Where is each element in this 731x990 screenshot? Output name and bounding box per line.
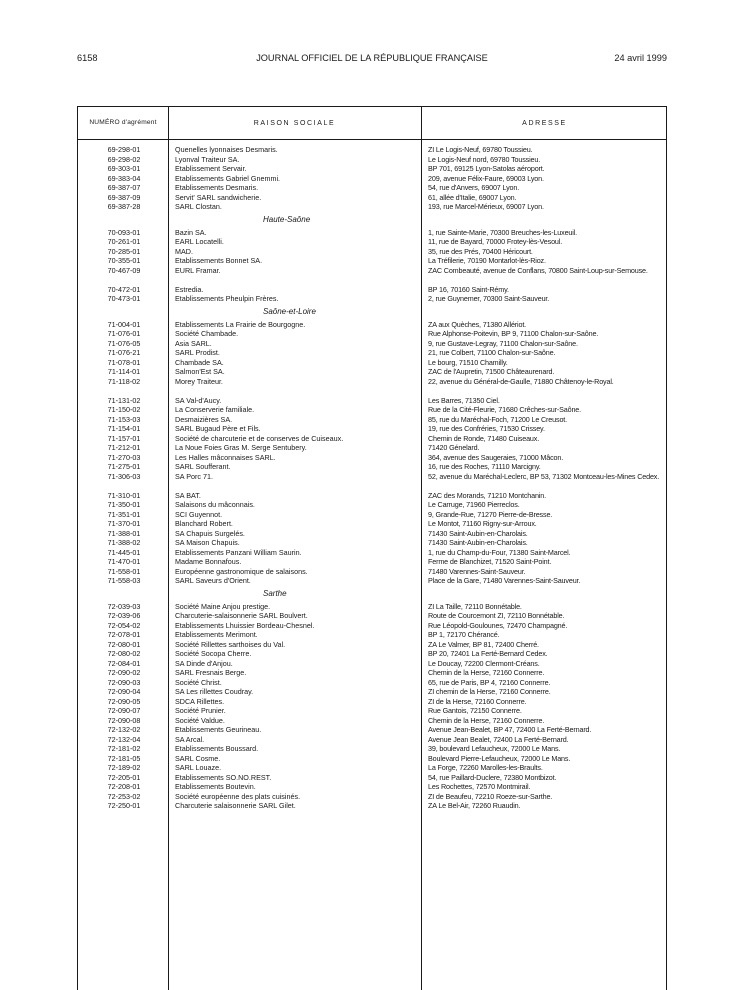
raison-sociale: Etablissements La Frairie de Bourgogne. (175, 319, 306, 329)
adresse: BP 701, 69125 Lyon-Satolas aéroport. (428, 164, 545, 173)
raison-sociale: Etablissements Bonnet SA. (175, 256, 263, 265)
table-row (78, 348, 666, 358)
agrement-number: 71-131-02 (107, 395, 141, 405)
agrement-number: 71-370-01 (107, 519, 141, 528)
table-row (78, 472, 666, 491)
raison-sociale: SA Maison Chapuis. (175, 538, 240, 547)
agrement-number: 69-303-01 (107, 164, 141, 173)
raison-sociale: SARL Louaze. (175, 763, 222, 772)
adresse: Avenue Jean Bealet, 72400 La Ferté-Bernard. (428, 734, 569, 744)
agrement-number: 72-039-06 (107, 611, 141, 620)
raison-sociale: Etablissement Servair. (175, 164, 247, 173)
raison-sociale: Lyonval Traiteur SA. (175, 154, 240, 164)
raison-sociale: Etablissements Desmaris. (175, 183, 259, 192)
table-row (78, 339, 666, 349)
agrement-number: 72-054-02 (107, 620, 141, 630)
table-row (78, 396, 666, 406)
adresse: ZA Le Valmer, BP 81, 72400 Cherré. (428, 639, 539, 649)
table-row (78, 668, 666, 678)
agrement-number: 71-388-01 (107, 528, 141, 538)
table-row (78, 377, 666, 396)
raison-sociale: Les Halles mâconnaises SARL. (175, 452, 276, 462)
adresse: 9, Grande-Rue, 71270 Pierre-de-Bresse. (428, 509, 553, 519)
adresse: 21, rue Colbert, 71100 Chalon-sur-Saône. (428, 348, 556, 357)
raison-sociale: SARL Cosme. (175, 753, 221, 763)
table-row (78, 256, 666, 266)
adresse: Les Rochettes, 72570 Montmirail. (428, 782, 531, 791)
table-row (78, 237, 666, 247)
section-title: Sarthe (263, 588, 287, 598)
adresse: ZI La Taille, 72110 Bonnétable. (428, 601, 522, 611)
table-row (78, 782, 666, 792)
agrement-number: 70-355-01 (107, 256, 141, 265)
raison-sociale: Blanchard Robert. (175, 519, 233, 528)
adresse: 71430 Saint-Aubin-en-Charolais. (428, 538, 528, 547)
agrement-number: 72-039-03 (107, 601, 141, 611)
adresse: Chemin de Ronde, 71480 Cuiseaux. (428, 433, 540, 443)
raison-sociale: Salaisons du mâconnais. (175, 500, 255, 509)
raison-sociale: Etablissements SO.NO.REST. (175, 772, 272, 782)
raison-sociale: La Noue Foies Gras M. Serge Sentubery. (175, 443, 307, 452)
agrement-number: 72-253-02 (107, 791, 141, 801)
adresse: ZAC Combeauté, avenue de Conflans, 70800 Saint-Loup-sur-Semouse. (428, 265, 648, 275)
table-row (78, 716, 666, 726)
agrement-number: 71-076-01 (107, 329, 141, 338)
table-row (78, 630, 666, 640)
raison-sociale: EARL Locatelli. (175, 237, 224, 246)
agrement-number: 71-153-03 (107, 414, 141, 424)
agrement-number: 70-472-01 (107, 284, 141, 294)
agrement-number: 72-090-02 (107, 668, 141, 677)
raison-sociale: Desmaizières SA. (175, 414, 233, 424)
agrement-number: 71-078-01 (107, 357, 141, 367)
table-row (78, 659, 666, 669)
adresse: 52, avenue du Maréchal-Leclerc, BP 53, 71302 Montceau-les-Mines Cedex. (428, 471, 660, 481)
table-row (78, 519, 666, 529)
raison-sociale: La Conserverie familiale. (175, 405, 255, 414)
table-row (78, 763, 666, 773)
agrement-number: 72-078-01 (107, 630, 141, 639)
table-row (78, 434, 666, 444)
table-row (78, 576, 666, 586)
agrement-number: 69-387-07 (107, 183, 141, 192)
raison-sociale: Charcuterie-salaisonnerie SARL Boulvert. (175, 611, 308, 620)
raison-sociale: SDCA Rillettes. (175, 696, 225, 706)
raison-sociale: SA Dinde d'Anjou. (175, 658, 233, 668)
adresse: Le Doucay, 72200 Clermont-Créans. (428, 658, 540, 668)
adresse: ZI de la Herse, 72160 Connerre. (428, 696, 527, 706)
agrement-number: 72-084-01 (107, 658, 141, 668)
agrement-number: 72-189-02 (107, 763, 141, 772)
raison-sociale: Madame Bonnafous. (175, 557, 242, 566)
adresse: 71420 Génelard. (428, 443, 480, 452)
agrement-number: 72-080-01 (107, 639, 141, 649)
raison-sociale: SCI Guyennot. (175, 509, 223, 519)
adresse: 1, rue du Champ-du-Four, 71380 Saint-Marcel. (428, 547, 571, 557)
table-row (78, 424, 666, 434)
table-row (78, 510, 666, 520)
adresse: ZAC des Morands, 71210 Montchanin. (428, 490, 546, 500)
adresse: 9, rue Gustave-Legray, 71100 Chalon-sur-Saône. (428, 338, 578, 348)
raison-sociale: Etablissements Boussard. (175, 744, 259, 753)
adresse: ZA aux Quèches, 71380 Allériot. (428, 319, 527, 329)
agrement-number: 72-132-04 (107, 734, 141, 744)
table-row (78, 500, 666, 510)
agrement-number: 69-387-09 (107, 192, 141, 202)
agrement-number: 72-205-01 (107, 772, 141, 782)
adresse: ZAC de l'Aupretin, 71500 Châteaurenard. (428, 367, 555, 376)
adresse: 193, rue Marcel-Mérieux, 69007 Lyon. (428, 202, 544, 211)
raison-sociale: SA BAT. (175, 490, 201, 500)
adresse: Le Montot, 71160 Rigny-sur-Arroux. (428, 519, 537, 528)
adresse: Le Carruge, 71960 Pierreclos. (428, 500, 520, 509)
agrement-number: 72-090-04 (107, 687, 141, 696)
raison-sociale: SARL Soufferant. (175, 462, 231, 471)
header-raison-sociale: RAISON SOCIALE (253, 119, 336, 127)
agrement-table (77, 106, 667, 990)
agrement-number: 70-473-01 (107, 294, 141, 303)
table-body (78, 145, 666, 811)
agrement-number: 71-004-01 (107, 319, 141, 329)
adresse: Chemin de la Herse, 72160 Connerre. (428, 715, 545, 725)
raison-sociale: SA Chapuis Surgelés. (175, 528, 245, 538)
raison-sociale: Etablissements Panzani William Saurin. (175, 547, 302, 557)
agrement-number: 72-208-01 (107, 782, 141, 791)
adresse: Rue Léopold-Goulounes, 72470 Champagné. (428, 620, 568, 630)
agrement-number: 71-157-01 (107, 433, 141, 443)
raison-sociale: Etablissements Pheulpin Frères. (175, 294, 279, 303)
adresse: 1, rue Sainte-Marie, 70300 Breuches-les-Luxeuil. (428, 227, 578, 237)
table-row (78, 443, 666, 453)
raison-sociale: Quenelles lyonnaises Desmaris. (175, 145, 278, 154)
adresse: Boulevard Pierre-Lefaucheux, 72000 Le Mans. (428, 753, 571, 763)
table-row (78, 155, 666, 165)
adresse: ZI chemin de la Herse, 72160 Connerre. (428, 687, 551, 696)
table-row (78, 266, 666, 285)
raison-sociale: Salmon'Est SA. (175, 367, 225, 376)
adresse: 65, rue de Paris, BP 4, 72160 Connerre. (428, 677, 551, 687)
table-header (78, 107, 666, 140)
raison-sociale: SA Val-d'Aucy. (175, 395, 222, 405)
raison-sociale: MAD. (175, 246, 193, 256)
table-row (78, 621, 666, 631)
agrement-number: 71-114-01 (107, 367, 141, 376)
table-row (78, 557, 666, 567)
raison-sociale: SARL Clostan. (175, 202, 222, 211)
adresse: La Forge, 72260 Marolles-les-Braults. (428, 763, 543, 772)
raison-sociale: Société Socopa Cherre. (175, 649, 252, 658)
agrement-number: 72-090-07 (107, 706, 141, 715)
table-row (78, 735, 666, 745)
table-row (78, 611, 666, 621)
raison-sociale: SA Arcal. (175, 734, 205, 744)
table-row (78, 453, 666, 463)
table-row (78, 247, 666, 257)
table-row (78, 602, 666, 612)
table-row (78, 367, 666, 377)
agrement-number: 69-387-28 (107, 202, 141, 211)
table-row (78, 164, 666, 174)
adresse: 11, rue de Bayard, 70000 Frotey-lès-Vesoul. (428, 237, 563, 246)
raison-sociale: Etablissements Merimont. (175, 630, 258, 639)
agrement-number: 71-150-02 (107, 405, 141, 414)
adresse: 22, avenue du Général-de-Gaulle, 71880 Châtenoy-le-Royal. (428, 376, 614, 386)
agrement-number: 72-080-02 (107, 649, 141, 658)
raison-sociale: Asia SARL. (175, 338, 212, 348)
table-row (78, 792, 666, 802)
page-number: 6158 (77, 53, 98, 63)
raison-sociale: Etablissements Gabriel Gnemmi. (175, 173, 281, 183)
adresse: 16, rue des Roches, 71110 Marcigny. (428, 462, 541, 471)
page-header (77, 53, 667, 65)
adresse: Ferme de Blanchizet, 71520 Saint-Point. (428, 557, 552, 566)
header-numero: NUMÉRO d'agrément (89, 119, 157, 126)
table-row (78, 228, 666, 238)
adresse: ZA Le Bel-Air, 72260 Ruaudin. (428, 801, 521, 810)
table-row (78, 294, 666, 304)
adresse: Chemin de la Herse, 72160 Connerre. (428, 668, 545, 677)
table-row (78, 773, 666, 783)
adresse: BP 16, 70160 Saint-Rémy. (428, 284, 509, 294)
adresse: Place de la Gare, 71480 Varennes-Saint-Sauveur. (428, 576, 581, 585)
agrement-number: 72-132-02 (107, 725, 141, 734)
table-row (78, 687, 666, 697)
agrement-number: 71-350-01 (107, 500, 141, 509)
adresse: 71430 Saint-Aubin-en-Charolais. (428, 528, 528, 538)
raison-sociale: Société européenne des plats cuisinés. (175, 791, 301, 801)
table-row (78, 725, 666, 735)
adresse: 61, allée d'Italie, 69007 Lyon. (428, 192, 517, 202)
raison-sociale: Etablissements Geurineau. (175, 725, 262, 734)
agrement-number: 72-090-03 (107, 677, 141, 687)
table-row (78, 706, 666, 716)
agrement-number: 70-261-01 (107, 237, 141, 246)
adresse: Rue Alphonse-Poitevin, BP 9, 71100 Chalon-sur-Saône. (428, 329, 599, 338)
agrement-number: 71-212-01 (107, 443, 141, 452)
adresse: Le bourg, 71510 Chamilly. (428, 357, 508, 367)
table-row (78, 548, 666, 558)
adresse: Rue de la Cité-Fleurie, 71680 Crêches-sur-Saône. (428, 405, 582, 414)
adresse: Route de Courcemont ZI, 72110 Bonnétable. (428, 611, 565, 620)
table-row (78, 183, 666, 193)
agrement-number: 71-275-01 (107, 462, 141, 471)
section-heading (78, 212, 666, 228)
table-row (78, 640, 666, 650)
adresse: 54, rue Paillard-Duclere, 72380 Montbizot. (428, 772, 557, 782)
agrement-number: 71-310-01 (107, 490, 141, 500)
agrement-number: 72-090-08 (107, 715, 141, 725)
adresse: 364, avenue des Saugeraies, 71000 Mâcon. (428, 452, 564, 462)
table-row (78, 567, 666, 577)
agrement-number: 71-388-02 (107, 538, 141, 547)
raison-sociale: Européenne gastronomique de salaisons. (175, 566, 308, 576)
raison-sociale: Chambade SA. (175, 357, 224, 367)
raison-sociale: Etablissements Boutevin. (175, 782, 256, 791)
table-row (78, 193, 666, 203)
adresse: 71480 Varennes-Saint-Sauveur. (428, 566, 526, 576)
table-row (78, 329, 666, 339)
agrement-number: 71-351-01 (107, 509, 141, 519)
table-row (78, 538, 666, 548)
journal-title: JOURNAL OFFICIEL DE LA RÉPUBLIQUE FRANÇAISE (256, 53, 488, 63)
adresse: Le Logis-Neuf nord, 69780 Toussieu. (428, 154, 541, 164)
raison-sociale: SARL Prodist. (175, 348, 220, 357)
agrement-number: 69-298-01 (107, 145, 141, 154)
adresse: 19, rue des Confréries, 71530 Crissey. (428, 424, 545, 433)
table-row (78, 174, 666, 184)
agrement-number: 71-470-01 (107, 557, 141, 566)
agrement-number: 72-181-02 (107, 744, 141, 753)
raison-sociale: Société Chambade. (175, 329, 239, 338)
raison-sociale: Morey Traiteur. (175, 376, 223, 386)
section-heading (78, 586, 666, 602)
agrement-number: 71-076-21 (107, 348, 141, 357)
raison-sociale: SARL Fresnais Berge. (175, 668, 247, 677)
raison-sociale: EURL Framar. (175, 265, 221, 275)
raison-sociale: Société de charcuterie et de conserves de Cuiseaux. (175, 433, 344, 443)
raison-sociale: Estredia. (175, 284, 204, 294)
table-row (78, 678, 666, 688)
adresse: 85, rue du Maréchal-Foch, 71200 Le Creusot. (428, 414, 567, 424)
adresse: Les Barres, 71350 Ciel. (428, 395, 500, 405)
raison-sociale: Société Christ. (175, 677, 222, 687)
section-title: Haute-Saône (263, 214, 311, 224)
agrement-number: 69-298-02 (107, 154, 141, 164)
table-row (78, 491, 666, 501)
raison-sociale: Société Prunier. (175, 706, 226, 715)
agrement-number: 71-118-02 (107, 376, 141, 386)
publication-date: 24 avril 1999 (614, 53, 667, 63)
adresse: 39, boulevard Lefaucheux, 72000 Le Mans. (428, 744, 561, 753)
agrement-number: 70-467-09 (107, 265, 141, 275)
adresse: 35, rue des Prés, 70400 Héricourt. (428, 246, 533, 256)
adresse: BP 20, 72401 La Ferté-Bernard Cedex. (428, 649, 548, 658)
table-row (78, 649, 666, 659)
agrement-number: 72-250-01 (107, 801, 141, 810)
table-row (78, 744, 666, 754)
table-row (78, 320, 666, 330)
table-row (78, 202, 666, 212)
agrement-number: 71-558-03 (107, 576, 141, 585)
adresse: 209, avenue Félix-Faure, 69003 Lyon. (428, 173, 544, 183)
agrement-number: 70-285-01 (107, 246, 141, 256)
table-row (78, 145, 666, 155)
table-row (78, 462, 666, 472)
table-row (78, 358, 666, 368)
raison-sociale: Charcuterie salaisonnerie SARL Gilet. (175, 801, 296, 810)
raison-sociale: Société Valdue. (175, 715, 225, 725)
table-row (78, 801, 666, 811)
agrement-number: 72-090-05 (107, 696, 141, 706)
agrement-number: 72-181-05 (107, 753, 141, 763)
agrement-number: 71-270-03 (107, 452, 141, 462)
table-row (78, 285, 666, 295)
raison-sociale: Servit' SARL sandwicherie. (175, 192, 262, 202)
table-row (78, 697, 666, 707)
agrement-number: 71-558-01 (107, 566, 141, 576)
adresse: ZI Le Logis-Neuf, 69780 Toussieu. (428, 145, 533, 154)
section-heading (78, 304, 666, 320)
raison-sociale: Etablissements Lhuissier Bordeau-Chesnel. (175, 620, 315, 630)
raison-sociale: Bazin SA. (175, 227, 207, 237)
agrement-number: 71-306-03 (107, 471, 141, 481)
adresse: Rue Gantois, 72150 Connerre. (428, 706, 522, 715)
adresse: ZI de Beaufeu, 72210 Roeze-sur-Sarthe. (428, 791, 553, 801)
table-row (78, 405, 666, 415)
raison-sociale: SA Les rillettes Coudray. (175, 687, 254, 696)
raison-sociale: SA Porc 71. (175, 471, 213, 481)
agrement-number: 69-383-04 (107, 173, 141, 183)
table-row (78, 529, 666, 539)
adresse: La Tréfilerie, 70190 Montarlot-lès-Rioz. (428, 256, 546, 265)
agrement-number: 71-154-01 (107, 424, 141, 433)
raison-sociale: SARL Saveurs d'Orient. (175, 576, 251, 585)
raison-sociale: SARL Bugaud Père et Fils. (175, 424, 261, 433)
agrement-number: 71-076-05 (107, 338, 141, 348)
header-adresse: ADRESSE (522, 119, 567, 127)
adresse: Avenue Jean-Bealet, BP 47, 72400 La Ferté-Bernard. (428, 725, 592, 734)
table-row (78, 754, 666, 764)
adresse: BP 1, 72170 Chérancé. (428, 630, 500, 639)
section-title: Saône-et-Loire (263, 306, 316, 316)
raison-sociale: Société Rillettes sarthoises du Val. (175, 639, 286, 649)
adresse: 2, rue Guynemer, 70300 Saint-Sauveur. (428, 294, 550, 303)
raison-sociale: Société Maine Anjou prestige. (175, 601, 271, 611)
agrement-number: 71-445-01 (107, 547, 141, 557)
agrement-number: 70-093-01 (107, 227, 141, 237)
adresse: 54, rue d'Anvers, 69007 Lyon. (428, 183, 520, 192)
table-row (78, 415, 666, 425)
